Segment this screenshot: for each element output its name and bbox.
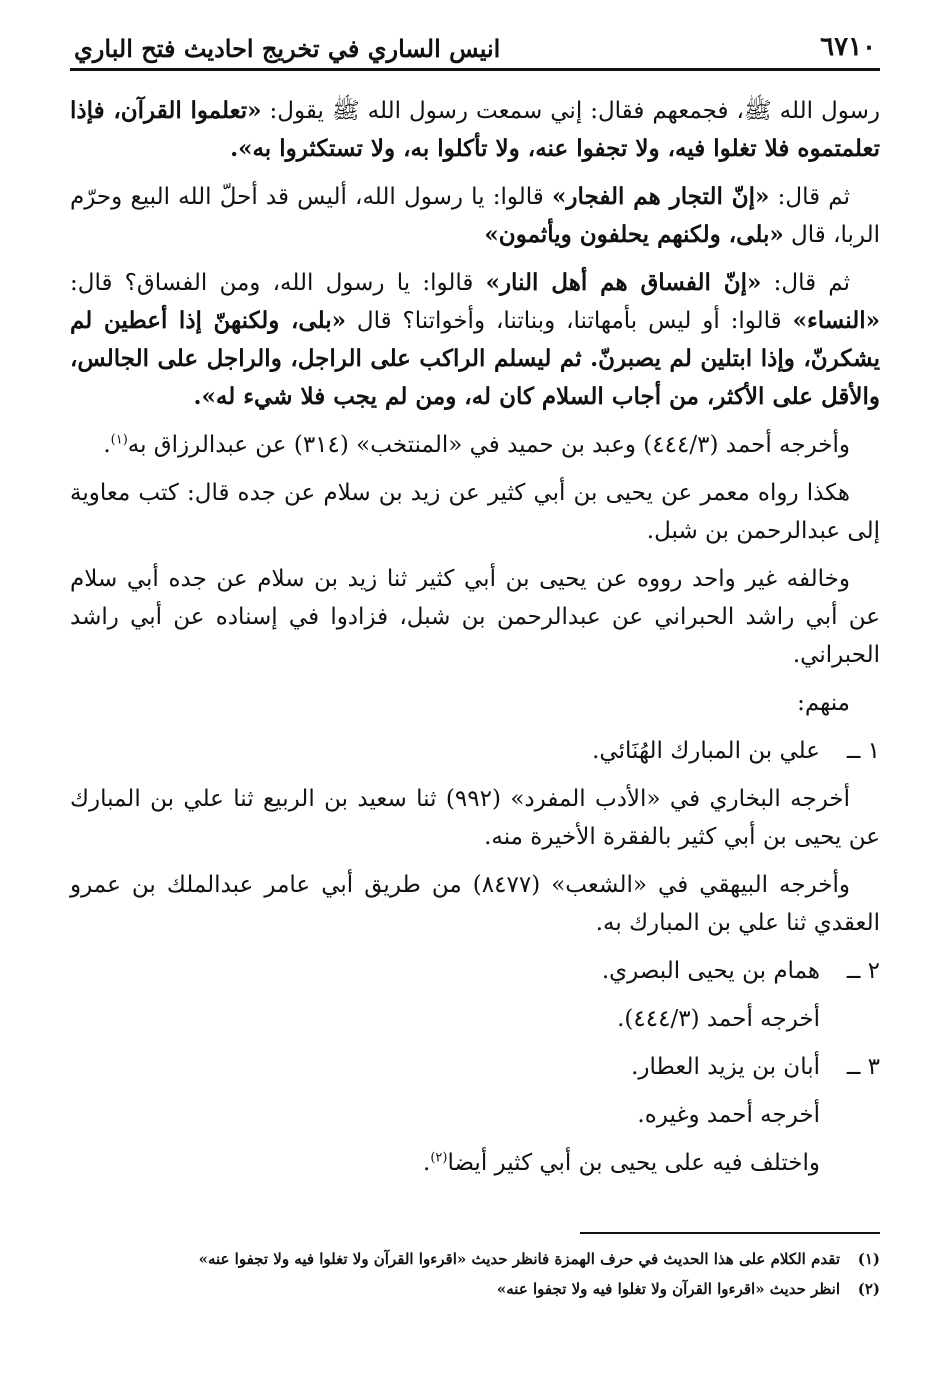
footnotes (70, 1244, 880, 1304)
list-item (70, 732, 880, 770)
text-run: ثم قال: (769, 184, 850, 210)
narrator-name: أبان بن يزيد العطار. (631, 1054, 820, 1080)
hadith-quote: «تعلموا القرآن، فإذا تعلمتموه فلا تغلوا فيه، ولا تجفوا عنه، ولا تأكلوا به، ولا تستكثروا به». (70, 97, 880, 162)
book-page (70, 0, 880, 1382)
text-run: قالوا: أو ليس بأمهاتنا، وبناتنا، وأخواتنا؟ قال (346, 308, 793, 334)
item-number: ٣ ــ (846, 1054, 880, 1080)
paragraph-muammar: هكذا رواه معمر عن يحيى بن أبي كثير عن زيد بن سلام عن جده قال: كتب معاوية إلى عبدالرحمن بن شبل. (70, 480, 880, 544)
footnote (70, 1244, 880, 1274)
text-run: قالوا: يا رسول الله، ومن الفساق؟ قال: (70, 270, 486, 296)
footnote-ref[interactable]: (١) (110, 432, 128, 448)
item-number: ٢ ــ (846, 958, 880, 984)
paragraph-tujjar (70, 178, 880, 254)
list-item (70, 1048, 880, 1086)
text-run: رسول الله ﷺ، فجمعهم فقال: إني سمعت رسول الله ﷺ يقول: (261, 98, 880, 124)
narrator-name: علي بن المبارك الهُنَائي. (592, 738, 820, 764)
text-run: وأخرجه أحمد (٤٤٤/٣) وعبد بن حميد في «المنتخب» (٣١٤) عن عبدالرزاق به (127, 432, 850, 458)
main-text (70, 92, 880, 1192)
footnote-number: (١) (857, 1250, 880, 1268)
paragraph-bukhari: أخرجه البخاري في «الأدب المفرد» (٩٩٢) ثنا سعيد بن الربيع ثنا علي بن المبارك عن يحيى بن أبي كثير بالفقرة الأخيرة منه. (70, 786, 880, 850)
paragraph-takhrij-ahmad (70, 426, 880, 464)
page-number: ٦٧١٠ (820, 32, 876, 62)
hadith-quote: «بلى، ولكنهم يحلفون ويأثمون» (484, 221, 784, 248)
list-item (70, 952, 880, 990)
text-run: . (423, 1150, 431, 1176)
footnote-text: تقدم الكلام على هذا الحديث في حرف الهمزة فانظر حديث «اقرءوا القرآن ولا تغلوا فيه ولا تجفوا عنه» (198, 1250, 840, 1268)
narrator-name: همام بن يحيى البصري. (601, 958, 820, 984)
running-title: انيس الساري في تخريج احاديث فتح الباري (74, 34, 501, 63)
hadith-quote: «بلى، ولكنهنّ إذا أعطين لم يشكرنّ، وإذا ابتلين لم يصبرنّ. ثم ليسلم الراكب على الراجل، والراجل على الجالس، والأقل على الأكثر، من أجاب السلام كان له، ومن لم يجب فلا شيء له». (70, 307, 880, 410)
paragraph-ikhtilaf (70, 1144, 880, 1182)
footnote-ref[interactable]: (٢) (430, 1150, 448, 1166)
paragraph-fussaq (70, 264, 880, 416)
hadith-quote: «إنّ التجار هم الفجار» (552, 183, 770, 210)
item-takhrij: أخرجه أحمد (٤٤٤/٣). (617, 1006, 820, 1032)
footnote (70, 1274, 880, 1304)
text-run: ثم قال: (761, 270, 850, 296)
item-takhrij: أخرجه أحمد وغيره. (637, 1102, 820, 1128)
footnote-number: (٢) (857, 1280, 880, 1298)
hadith-quote: «إنّ الفساق هم أهل النار» (485, 269, 762, 296)
item-number: ١ ــ (846, 738, 880, 764)
header-rule (70, 68, 880, 71)
text-run: واختلف فيه على يحيى بن أبي كثير أيضا (447, 1150, 820, 1176)
paragraph-bayhaqi: وأخرجه البيهقي في «الشعب» (٨٤٧٧) من طريق أبي عامر عبدالملك بن عمرو العقدي ثنا علي بن المبارك به. (70, 872, 880, 936)
paragraph-hadith-quran (70, 92, 880, 168)
text-run: . (103, 432, 111, 458)
footnote-text: انظر حديث «اقرءوا القرآن ولا تغلوا فيه ولا تجفوا عنه» (496, 1280, 840, 1298)
hadith-quote: «النساء» (792, 307, 881, 334)
footnote-separator (580, 1232, 880, 1234)
paragraph-minhum: منهم: (797, 690, 850, 716)
text-run: قالوا: يا رسول الله، أليس قد أحلّ الله البيع وحرّم الربا، قال (70, 184, 880, 248)
page-header (70, 30, 880, 70)
paragraph-khalafahu: وخالفه غير واحد رووه عن يحيى بن أبي كثير ثنا زيد بن سلام عن جده أبي سلام عن أبي راشد الحبراني عن عبدالرحمن بن شبل، فزادوا في إسناده عن أبي راشد الحبراني. (70, 566, 880, 668)
